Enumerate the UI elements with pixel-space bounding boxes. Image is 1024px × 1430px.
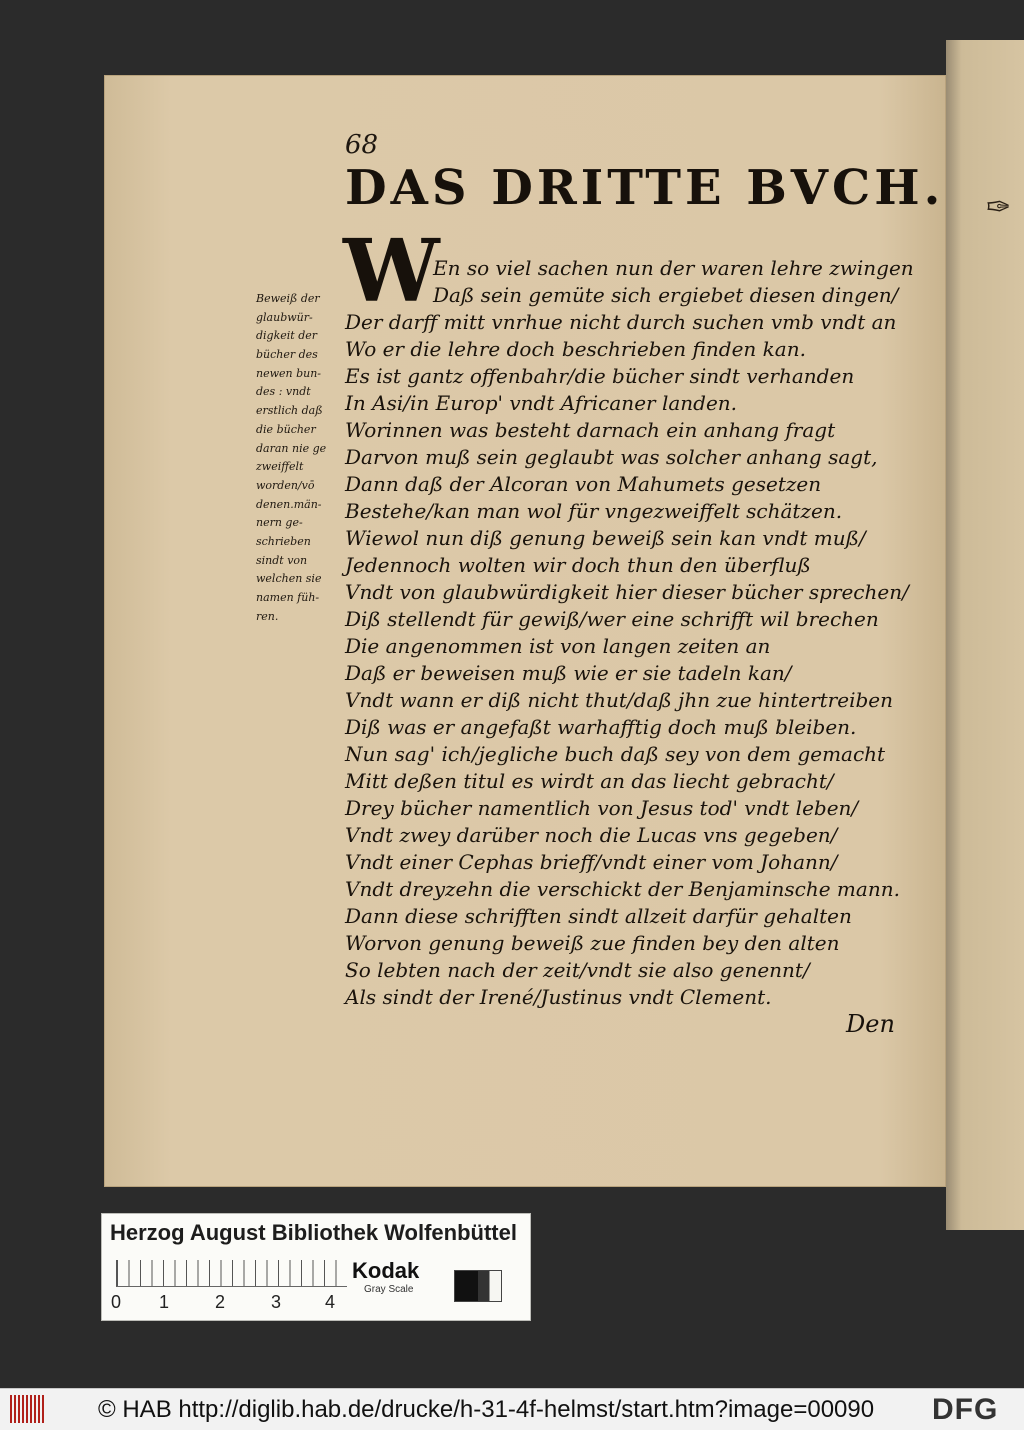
verse-line: Wo er die lehre doch beschrieben finden kan. [345, 337, 806, 361]
footer-bar [0, 1388, 1024, 1430]
color-calibration-bar [101, 1213, 531, 1321]
verse-line: Vndt zwey darüber noch die Lucas vns gegeben/ [345, 823, 838, 847]
verse-line: En so viel sachen nun der waren lehre zwingen [433, 256, 914, 280]
verse-line: Dann daß der Alcoran von Mahumets gesetzen [345, 472, 822, 496]
margin-note-line: ren. [256, 609, 279, 623]
verse-line: Nun sag' ich/jegliche buch daß sey von dem gemacht [345, 742, 886, 766]
ruler-number: 2 [215, 1292, 226, 1312]
verse-text [345, 255, 914, 1011]
ruler-scale [116, 1260, 347, 1287]
verse-line: Dann diese schrifften sindt allzeit darfür gehalten [345, 904, 852, 928]
verse-line: Worvon genung beweiß zue finden bey den alten [345, 931, 840, 955]
verse-line: Daß sein gemüte sich ergiebet diesen dingen/ [433, 283, 899, 307]
margin-note-line: denen.män- [256, 497, 322, 511]
verse-line: Mitt deßen titul es wirdt an das liecht gebracht/ [345, 769, 834, 793]
margin-note-line: zweiffelt [256, 460, 304, 474]
footer-credit-link[interactable]: © HAB http://diglib.hab.de/drucke/h-31-4f-helmst/start.htm?image=00090 [98, 1396, 875, 1423]
margin-note-line: digkeit der [256, 329, 318, 343]
margin-note-line: die bücher [256, 422, 316, 436]
verse-line: Es ist gantz offenbahr/die bücher sindt verhanden [345, 364, 855, 388]
verse-line: Vndt dreyzehn die verschickt der Benjaminsche mann. [345, 877, 900, 901]
dfg-logo: DFG [932, 1393, 999, 1426]
ruler-number: 1 [159, 1292, 170, 1312]
margin-note-line: daran nie ge [256, 441, 327, 455]
ruler-numbers [111, 1292, 351, 1312]
page-number: 68 [345, 130, 379, 160]
adjacent-page-edge [946, 40, 1024, 1230]
margin-note [256, 290, 348, 626]
verse-line: Bestehe/kan man wol für vngezweiffelt schätzen. [345, 499, 843, 523]
margin-note-line: bücher des [256, 348, 318, 362]
verse-line: Wiewol nun diß genung beweiß sein kan vndt muß/ [345, 526, 866, 550]
verse-line: Diß was er angefaßt warhafftig doch muß bleiben. [345, 715, 857, 739]
verse-line: Vndt einer Cephas brieff/vndt einer vom Johann/ [345, 850, 838, 874]
margin-note-line: worden/vō [256, 478, 315, 492]
gray-scale-swatch [454, 1270, 502, 1302]
verse-line: Jedennoch wolten wir doch thun den überfluß [345, 553, 811, 577]
drop-cap: W [343, 221, 440, 322]
margin-note-line: des : vndt [256, 385, 311, 399]
margin-note-line: sindt von [256, 553, 308, 567]
verse-line: So lebten nach der zeit/vndt sie also genennt/ [345, 958, 810, 982]
verse-line: Als sindt der Irené/Justinus vndt Clement. [345, 985, 772, 1009]
library-name: Herzog August Bibliothek Wolfenbüttel [110, 1220, 517, 1245]
verse-line: Darvon muß sein geglaubt was solcher anhang sagt, [345, 445, 878, 469]
margin-note-line: nern ge- [256, 516, 303, 530]
verse-line: Drey bücher namentlich von Jesus tod' vndt leben/ [345, 796, 859, 820]
margin-note-line: erstlich daß [256, 404, 323, 418]
verse-line: Die angenommen ist von langen zeiten an [345, 634, 771, 658]
hab-logo-icon [10, 1395, 46, 1423]
verse-line: Worinnen was besteht darnach ein anhang fragt [345, 418, 836, 442]
margin-note-line: welchen sie [256, 572, 322, 586]
margin-note-line: newen bun- [256, 366, 322, 380]
margin-note-line: glaubwür- [256, 310, 313, 324]
verse-line: Vndt von glaubwürdigkeit hier dieser bücher sprechen/ [345, 580, 909, 604]
verse-line: In Asi/in Europ' vndt Africaner landen. [345, 391, 738, 415]
ruler-number: 4 [325, 1292, 336, 1312]
gray-scale-label: Gray Scale [364, 1284, 414, 1295]
kodak-logo: Kodak [352, 1258, 420, 1283]
ruler-number: 3 [271, 1292, 282, 1312]
verse-line: Diß stellendt für gewiß/wer eine schrifft wil brechen [345, 607, 879, 631]
ruler-number: 0 [111, 1292, 122, 1312]
margin-note-line: Beweiß der [256, 292, 320, 305]
verse-line: Daß er beweisen muß wie er sie tadeln kan/ [345, 661, 792, 685]
adjacent-page-mark: ✑ [986, 190, 1012, 225]
running-head: DAS DRITTE BVCH. [345, 160, 945, 216]
margin-note-line: schrieben [256, 534, 311, 548]
verse-line: Der darff mitt vnrhue nicht durch suchen vmb vndt an [345, 310, 897, 334]
catchword: Den [846, 1010, 895, 1038]
margin-note-line: namen füh- [256, 591, 320, 604]
verse-line: Vndt wann er diß nicht thut/daß jhn zue hintertreiben [345, 688, 893, 712]
